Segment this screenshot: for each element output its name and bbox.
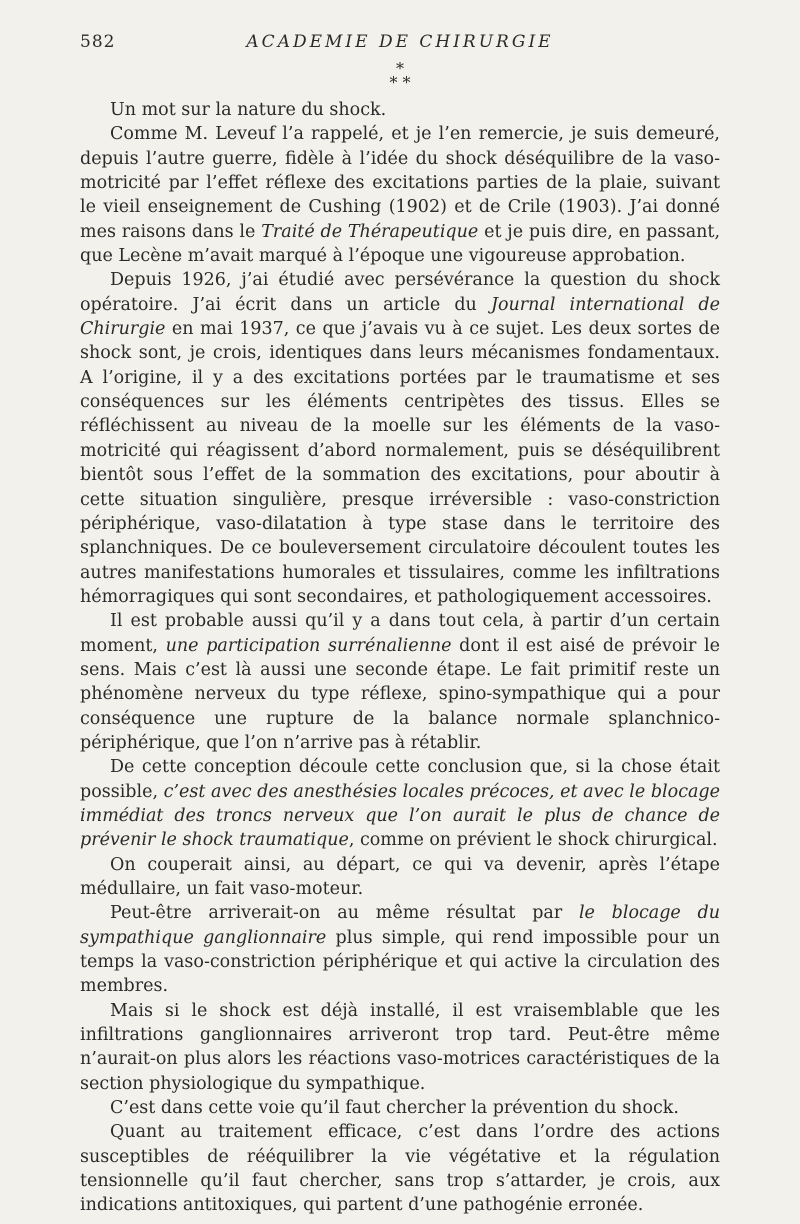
text-segment: Un mot sur la nature du shock. (110, 100, 387, 120)
paragraph (80, 901, 720, 998)
paragraph (80, 1096, 720, 1120)
paragraph (80, 755, 720, 852)
italic-text: une participation surrénalienne (165, 635, 452, 656)
text-segment: Mais si le shock est déjà installé, il est vraisemblable que les infiltrations ganglionnaires arriveront trop tard. Peut-être même n’aurait-on plus alors les réactions vaso-motrices caractéristiques de la section physiologique du sympathique. (80, 1000, 720, 1094)
paragraph (80, 122, 720, 268)
page-number: 582 (80, 32, 116, 52)
paragraph (80, 98, 720, 122)
text-segment: , comme on prévient le shock chirurgical. (348, 830, 718, 851)
paragraph (80, 268, 720, 609)
italic-text: c’est avec des anesthésies locales précoces, et avec le blocage immédiat des troncs nerveux que l’on aurait le plus de chance de prévenir le shock traumatique (80, 781, 720, 851)
italic-text: Traité de Thérapeutique (261, 221, 479, 242)
paragraph (80, 999, 720, 1096)
text-segment: De cette conception découle cette conclusion que, si la chose était possible, (80, 757, 720, 802)
text-segment: dont il est aisé de prévoir le sens. Mais c’est là aussi une seconde étape. Le fait primitif reste un phénomène nerveux du type réflexe, spino-sympathique qui a pour conséquence une rupture de la balance normale splanchnico-périphérique, que l’on n’arrive pas à rétablir. (80, 635, 720, 753)
page-header (80, 32, 720, 56)
running-title: ACADEMIE DE CHIRURGIE (246, 32, 554, 52)
text-segment: Depuis 1926, j’ai étudié avec persévérance la question du shock opératoire. J’ai écrit dans un article du (80, 270, 720, 315)
text-segment: Il est probable aussi qu’il y a dans tout cela, à partir d’un certain moment, (80, 611, 720, 656)
paragraph (80, 853, 720, 902)
text-segment: Peut-être arriverait-on au même résultat par (110, 903, 579, 924)
paragraph (80, 609, 720, 755)
article-body (80, 98, 720, 1218)
text-segment: plus simple, qui rend impossible pour un temps la vaso-constriction périphérique et qui active la circulation des membres. (80, 927, 720, 997)
text-segment: en mai 1937, ce que j’avais vu à ce sujet. Les deux sortes de shock sont, je crois, identiques dans leurs mécanismes fondamentaux. A l’origine, il y a des excitations portées par le traumatisme et ses conséquences sur les éléments centripètes des tissus. Elles se réfléchissent au niveau de la moelle sur les éléments de la vaso-motricité qui réagissent d’abord normalement, puis se déséquilibrent bientôt sous l’effet de la sommation des excitations, pour aboutir à cette situation singulière, presque irréversible : vaso-constriction périphérique, vaso-dilatation à type stase dans le territoire des splanchniques. De ce bouleversement circulatoire découlent toutes les autres manifestations humorales et tissulaires, comme les infiltrations hémorragiques qui sont secondaires, et pathologiquement accessoires. (80, 319, 720, 607)
section-asterism (0, 59, 800, 92)
text-segment: Comme M. Leveuf l’a rappelé, et je l’en remercie, je suis demeuré, depuis l’autre guerre, fidèle à l’idée du shock déséquilibre de la vaso-motricité par l’effet réflexe des excitations parties de la plaie, suivant le vieil enseignement de Cushing (1902) et de Crile (1903). J’ai donné mes raisons dans le (80, 124, 720, 242)
text-segment: C’est dans cette voie qu’il faut chercher la prévention du shock. (110, 1098, 679, 1119)
text-segment: et je puis dire, en passant, que Lecène m’avait marqué à l’époque une vigoureuse approbation. (80, 221, 721, 267)
italic-text: Journal international de Chirurgie (80, 294, 720, 340)
text-segment: On couperait ainsi, au départ, ce qui va devenir, après l’étape médullaire, un fait vaso-moteur. (80, 854, 720, 899)
asterism-bottom: * * (389, 73, 411, 92)
asterism-top: * (396, 59, 404, 78)
paragraph (80, 1120, 720, 1217)
text-segment: Quant au traitement efficace, c’est dans l’ordre des actions susceptibles de rééquilibrer la vie végétative et la régulation tensionnelle qu’il faut chercher, sans trop s’attarder, je crois, aux indications antitoxiques, qui partent d’une pathogénie erronée. (80, 1122, 720, 1216)
italic-text: le blocage du sympathique ganglionnaire (80, 903, 720, 948)
